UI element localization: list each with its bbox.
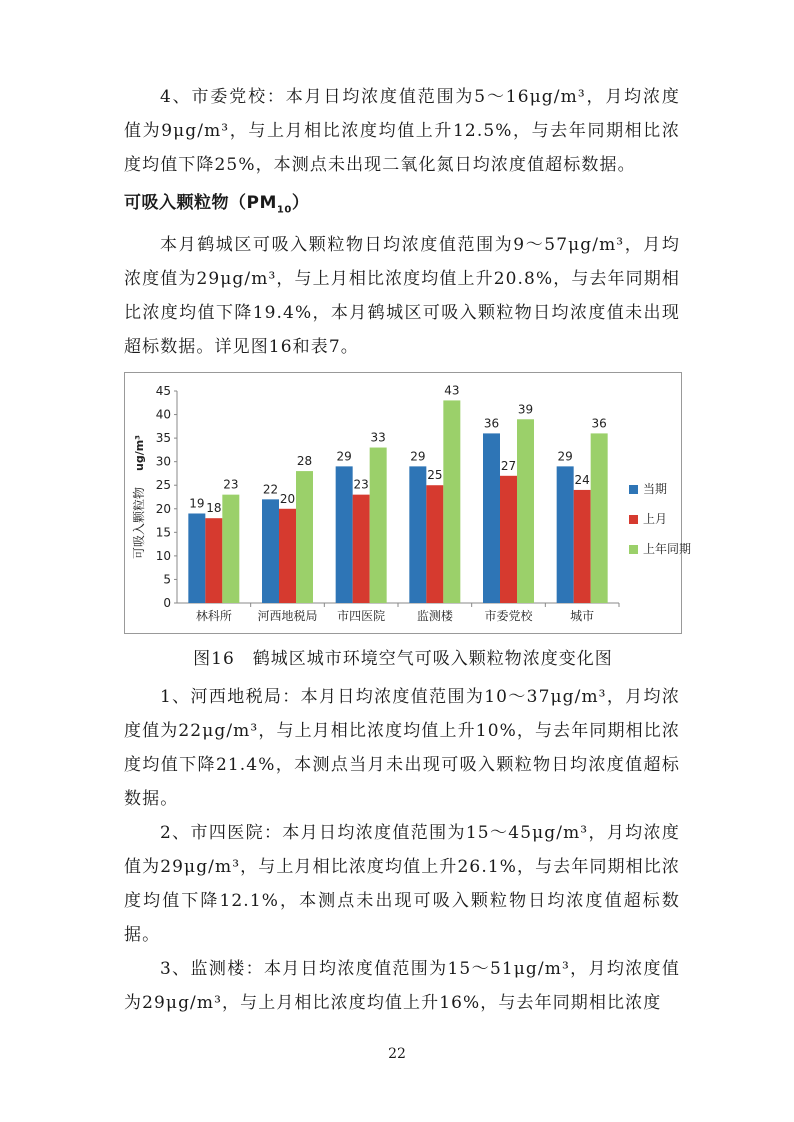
- legend-entry: 上月: [643, 512, 668, 526]
- bar-当期: [557, 466, 574, 603]
- legend-swatch: [629, 515, 638, 524]
- y-axis-label-unit: ug/m³: [133, 434, 146, 472]
- bar-data-label: 25: [427, 468, 443, 483]
- bar-data-label: 22: [262, 482, 279, 497]
- figure-caption: 图16 鹤城区城市环境空气可吸入颗粒物浓度变化图: [193, 649, 613, 669]
- bar-上月: [353, 495, 370, 603]
- chart-legend: [629, 481, 691, 556]
- bar-data-label: 43: [444, 383, 460, 398]
- x-tick-label: 林科所: [195, 609, 232, 623]
- y-tick-label: 45: [155, 384, 171, 398]
- bar-上年同期: [222, 495, 239, 603]
- y-axis-label-main: 可吸入颗粒物: [132, 486, 146, 560]
- legend-swatch: [629, 545, 638, 554]
- bar-data-label: 23: [353, 477, 369, 492]
- bar-data-label: 24: [574, 472, 590, 487]
- bar-上年同期: [370, 448, 387, 603]
- bar-上月: [279, 509, 296, 603]
- bar-当期: [188, 513, 205, 603]
- bar-上年同期: [517, 419, 534, 603]
- heading-text: 可吸入颗粒物（PM: [124, 193, 277, 213]
- paragraph-nitrogen-dioxide-party-school: 4、市委党校：本月日均浓度值范围为5～16μg/m³，月均浓度值为9μg/m³，与上月相比浓度均值上升12.5%，与去年同期相比浓度均值下降25%，本测点未出现二氧化氮日均浓度值超标数据。: [124, 87, 680, 175]
- bar-data-label: 36: [483, 416, 500, 431]
- bar-上月: [205, 518, 222, 603]
- y-axis-label: [131, 435, 146, 559]
- bar-data-label: 20: [279, 491, 296, 506]
- x-tick-label: 市委党校: [484, 609, 533, 623]
- bar-当期: [262, 499, 279, 603]
- y-tick-label: 5: [163, 572, 171, 587]
- bar-上年同期: [591, 433, 608, 603]
- y-tick-label: 25: [155, 478, 171, 493]
- bar-上月: [426, 485, 443, 603]
- page-number: 22: [388, 1046, 406, 1062]
- bar-data-label: 27: [500, 458, 517, 473]
- section-heading-pm10: [124, 188, 309, 215]
- paragraph-pm10-summary: 本月鹤城区可吸入颗粒物日均浓度值范围为9～57μg/m³，月均浓度值为29μg/m³，与上月相比浓度均值上升20.8%，与去年同期相比浓度均值下降19.4%，本月鹤城区可吸入颗粒物日均浓度值未出现超标数据。详见图16和表7。: [124, 235, 680, 357]
- bar-当期: [409, 466, 426, 603]
- bar-data-label: 36: [591, 416, 607, 431]
- bar-上年同期: [443, 400, 460, 603]
- bar-data-label: 23: [223, 477, 239, 492]
- y-tick-label: 0: [163, 596, 171, 610]
- bar-data-label: 18: [206, 501, 222, 516]
- chart-bars: [188, 383, 607, 603]
- y-tick-label: 10: [155, 548, 171, 563]
- x-tick-label: 城市: [570, 609, 595, 623]
- pm10-chart: [124, 372, 692, 634]
- y-tick-label: 30: [155, 454, 171, 469]
- bar-data-label: 29: [410, 449, 426, 464]
- y-tick-label: 35: [155, 431, 171, 446]
- bar-上月: [500, 476, 517, 603]
- paragraph-fourth-hospital: 2、市四医院：本月日均浓度值范围为15～45μg/m³，月均浓度值为29μg/m³，与上月相比浓度均值上升26.1%，与去年同期相比浓度均值下降12.1%，本测点未出现可吸入颗粒物日均浓度值超标数据。: [124, 823, 680, 945]
- legend-entry: 当期: [643, 482, 668, 496]
- legend-entry: 上年同期: [643, 542, 692, 556]
- x-tick-label: 监测楼: [416, 609, 453, 623]
- bar-上月: [574, 490, 591, 603]
- bar-data-label: 33: [370, 430, 386, 445]
- y-tick-label: 20: [155, 501, 171, 516]
- bar-当期: [336, 466, 353, 603]
- bar-data-label: 39: [517, 402, 534, 417]
- bar-当期: [483, 433, 500, 603]
- bar-data-label: 29: [557, 449, 573, 464]
- paragraph-hexi-tax-bureau: 1、河西地税局：本月日均浓度值范围为10～37μg/m³，月均浓度值为22μg/m³，与上月相比浓度均值上升10%，与去年同期相比浓度均值下降21.4%，本测点当月未出现可吸入颗粒物日均浓度值超标数据。: [124, 687, 680, 809]
- x-tick-label: 河西地税局: [257, 609, 318, 623]
- y-tick-label: 15: [155, 525, 171, 540]
- bar-data-label: 19: [189, 496, 205, 511]
- heading-subscript: 10: [276, 204, 292, 216]
- chart-svg: [125, 373, 692, 633]
- bar-data-label: 28: [296, 454, 313, 469]
- y-tick-label: 40: [155, 407, 171, 422]
- bar-上年同期: [296, 471, 313, 603]
- legend-swatch: [629, 485, 638, 494]
- heading-close: ）: [291, 193, 310, 213]
- paragraph-monitoring-building: 3、监测楼：本月日均浓度值范围为15～51μg/m³，月均浓度值为29μg/m³，与上月相比浓度均值上升16%，与去年同期相比浓度: [124, 959, 680, 1013]
- bar-data-label: 29: [336, 449, 352, 464]
- x-tick-label: 市四医院: [337, 609, 386, 623]
